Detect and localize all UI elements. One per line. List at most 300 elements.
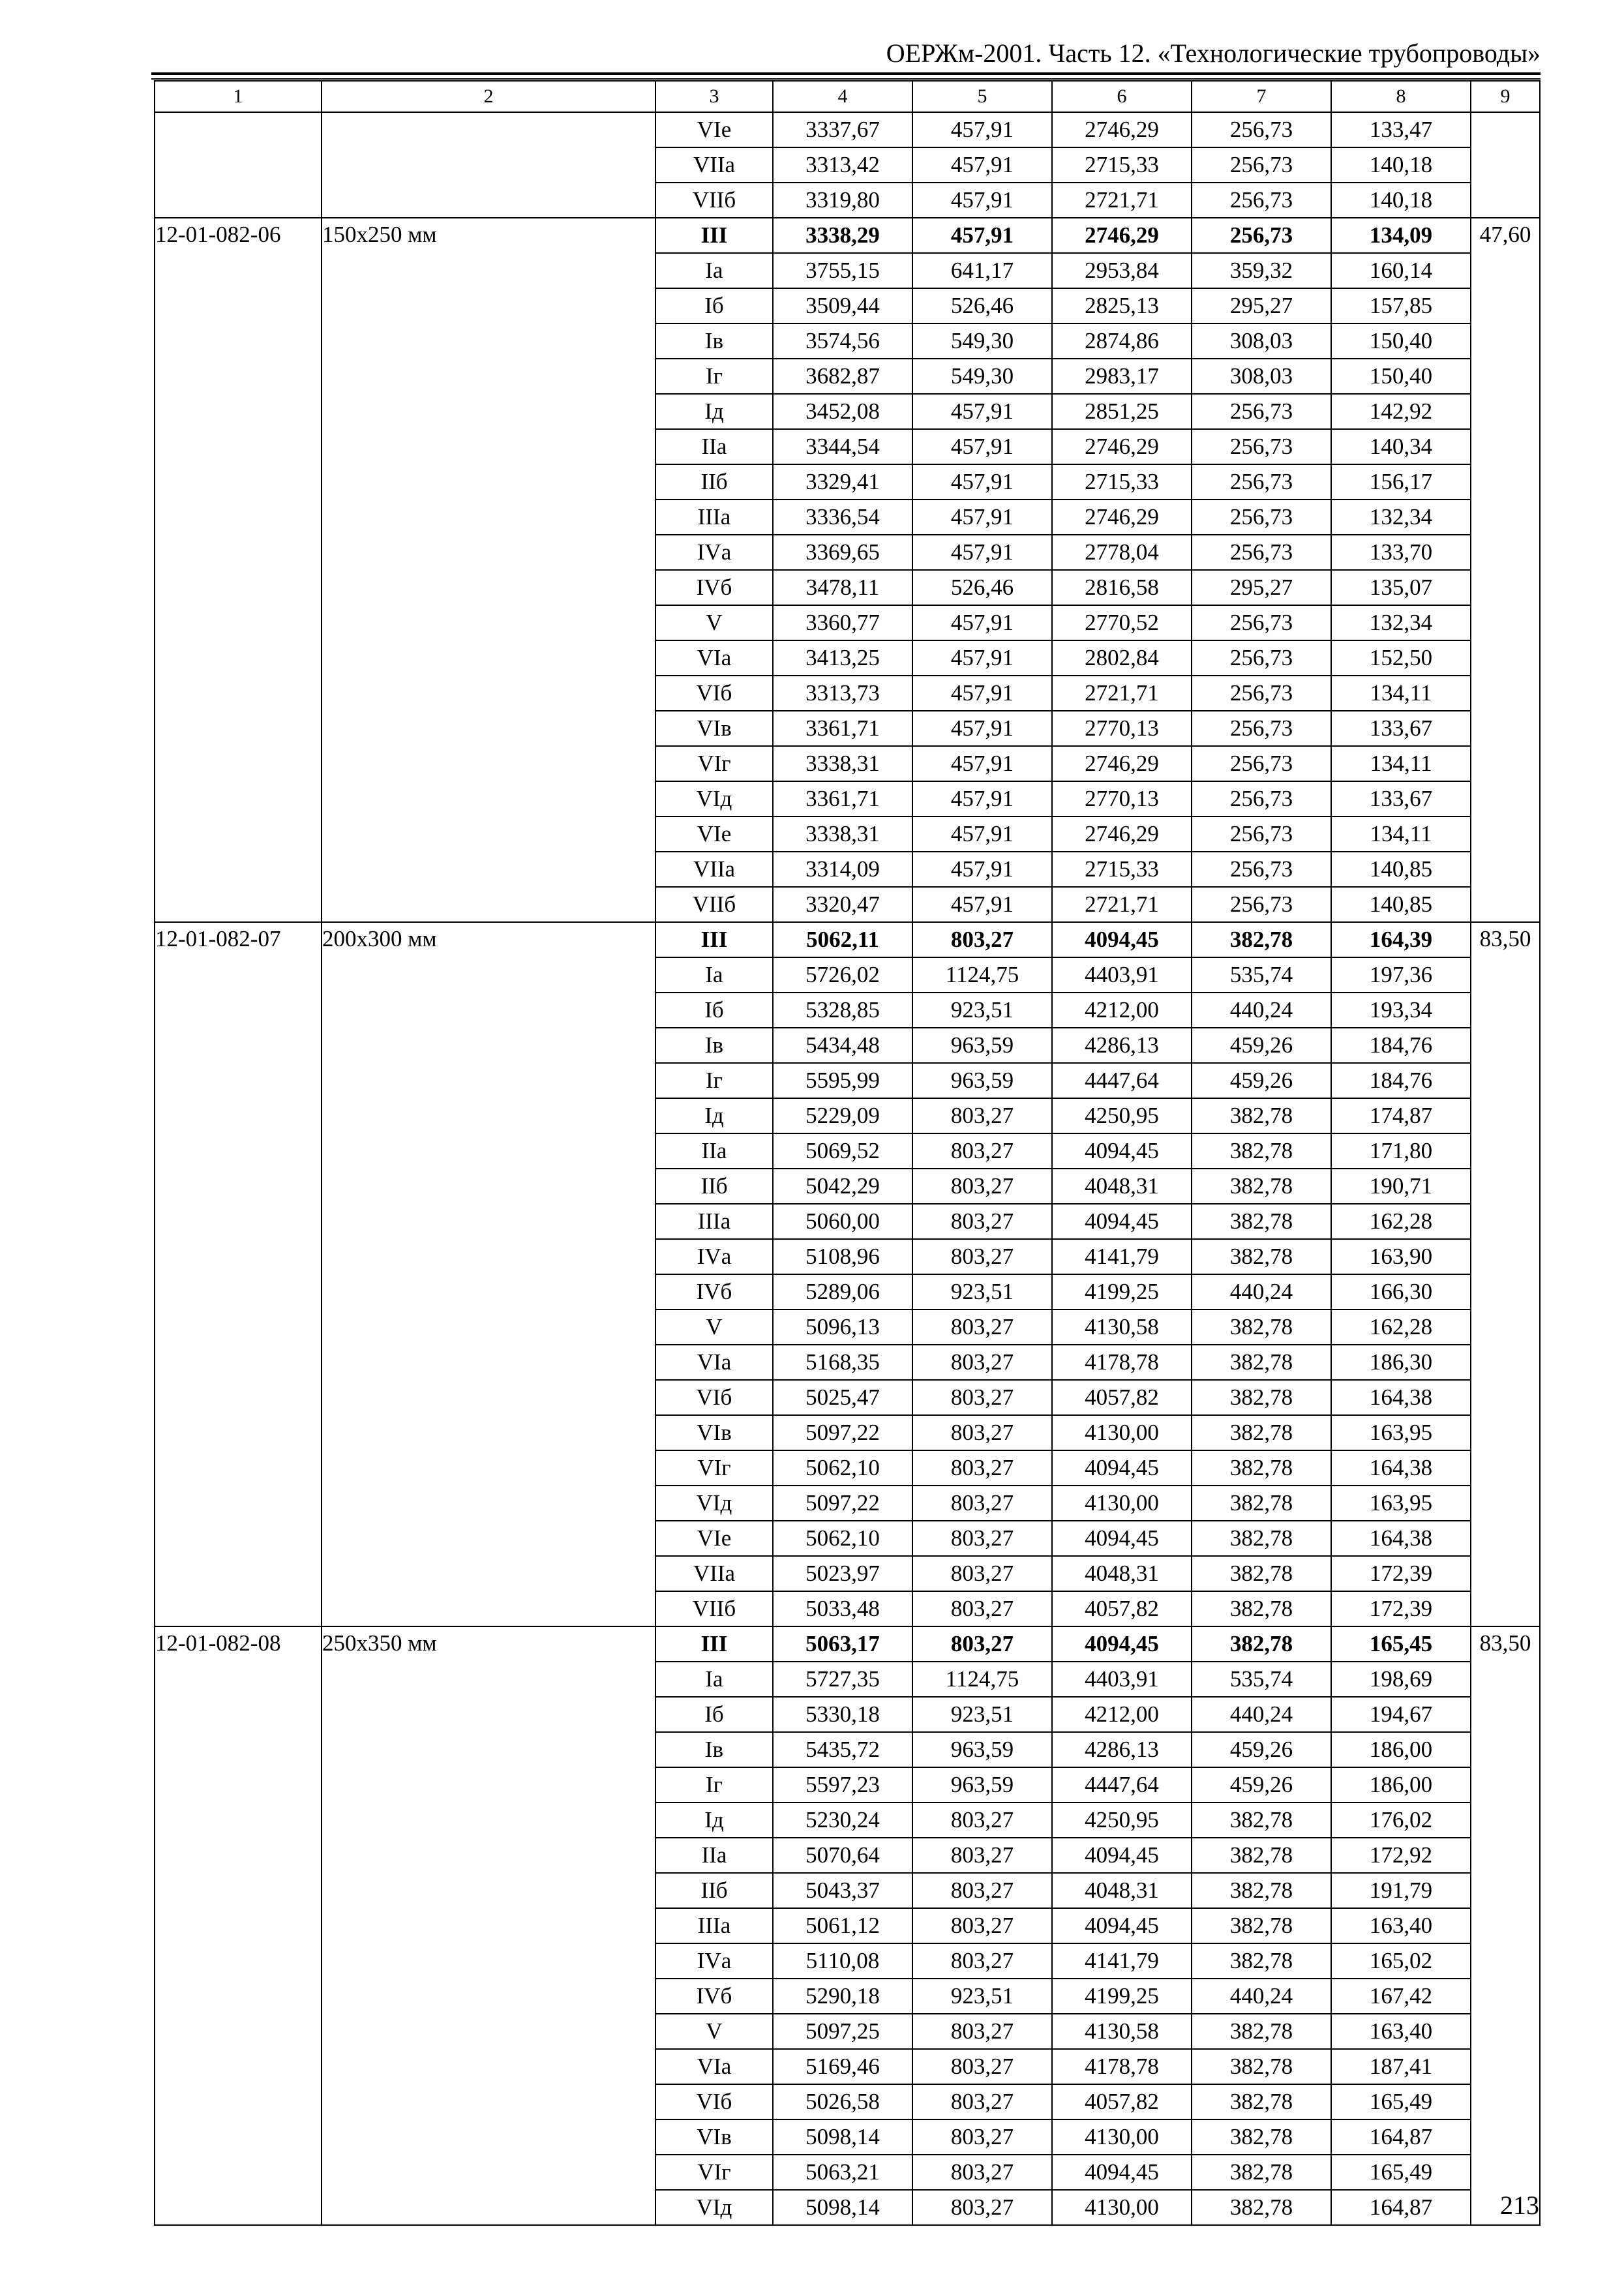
value-cell-c5: 803,27: [912, 1626, 1052, 1662]
value-cell-c7: 256,73: [1192, 816, 1331, 852]
value-cell-c4: 5062,11: [773, 922, 912, 957]
value-cell-c6: 4141,79: [1052, 1943, 1192, 1979]
class-cell: VIе: [655, 816, 773, 852]
value-cell-c5: 803,27: [912, 1803, 1052, 1838]
value-cell-c5: 803,27: [912, 1908, 1052, 1943]
value-cell-c4: 3509,44: [773, 288, 912, 323]
value-cell-c7: 256,73: [1192, 605, 1331, 640]
value-cell-c4: 3329,41: [773, 464, 912, 500]
value-cell-c7: 256,73: [1192, 781, 1331, 816]
class-cell: IIб: [655, 1873, 773, 1908]
value-cell-c7: 382,78: [1192, 2084, 1331, 2119]
value-cell-c5: 803,27: [912, 1486, 1052, 1521]
class-cell: VIIа: [655, 852, 773, 887]
value-cell-c7: 382,78: [1192, 1380, 1331, 1415]
class-cell: Iб: [655, 1697, 773, 1732]
value-cell-c7: 382,78: [1192, 1415, 1331, 1450]
value-cell-c4: 5435,72: [773, 1732, 912, 1767]
value-cell-c6: 2816,58: [1052, 570, 1192, 605]
value-cell-c5: 457,91: [912, 605, 1052, 640]
value-cell-c8: 164,87: [1331, 2119, 1471, 2155]
value-cell-c8: 194,67: [1331, 1697, 1471, 1732]
value-cell-c7: 256,73: [1192, 852, 1331, 887]
value-cell-c8: 186,00: [1331, 1767, 1471, 1803]
value-cell-c5: 923,51: [912, 993, 1052, 1028]
value-cell-c8: 193,34: [1331, 993, 1471, 1028]
class-cell: VIIа: [655, 147, 773, 183]
value-cell-c4: 5043,37: [773, 1873, 912, 1908]
value-cell-c7: 459,26: [1192, 1028, 1331, 1063]
value-cell-c4: 5060,00: [773, 1204, 912, 1239]
value-cell-c5: 803,27: [912, 1450, 1052, 1486]
value-cell-c7: 256,73: [1192, 394, 1331, 429]
value-cell-c8: 163,90: [1331, 1239, 1471, 1274]
value-cell-c8: 164,38: [1331, 1521, 1471, 1556]
value-cell-c6: 4094,45: [1052, 1133, 1192, 1169]
value-cell-c4: 5726,02: [773, 957, 912, 993]
value-cell-c6: 2778,04: [1052, 535, 1192, 570]
column-9-value: [1471, 112, 1540, 218]
value-cell-c6: 2721,71: [1052, 676, 1192, 711]
value-cell-c6: 4286,13: [1052, 1028, 1192, 1063]
value-cell-c7: 382,78: [1192, 1169, 1331, 1204]
value-cell-c6: 4286,13: [1052, 1732, 1192, 1767]
value-cell-c5: 457,91: [912, 218, 1052, 253]
class-cell: Iг: [655, 1063, 773, 1098]
value-cell-c8: 156,17: [1331, 464, 1471, 500]
value-cell-c4: 5110,08: [773, 1943, 912, 1979]
value-cell-c7: 382,78: [1192, 1908, 1331, 1943]
class-cell: Iд: [655, 394, 773, 429]
value-cell-c7: 440,24: [1192, 1979, 1331, 2014]
header-rule-thin: [151, 78, 1541, 80]
value-cell-c5: 803,27: [912, 2084, 1052, 2119]
value-cell-c8: 157,85: [1331, 288, 1471, 323]
value-cell-c5: 963,59: [912, 1767, 1052, 1803]
value-cell-c5: 803,27: [912, 1556, 1052, 1591]
value-cell-c8: 134,11: [1331, 676, 1471, 711]
value-cell-c7: 459,26: [1192, 1767, 1331, 1803]
value-cell-c8: 160,14: [1331, 253, 1471, 288]
class-cell: IIIа: [655, 1204, 773, 1239]
class-cell: VIб: [655, 2084, 773, 2119]
value-cell-c4: 5042,29: [773, 1169, 912, 1204]
value-cell-c6: 2715,33: [1052, 464, 1192, 500]
value-cell-c7: 256,73: [1192, 429, 1331, 464]
class-cell: IIIа: [655, 1908, 773, 1943]
value-cell-c4: 5328,85: [773, 993, 912, 1028]
value-cell-c8: 164,87: [1331, 2190, 1471, 2225]
value-cell-c8: 134,11: [1331, 746, 1471, 781]
value-cell-c4: 5098,14: [773, 2190, 912, 2225]
value-cell-c5: 457,91: [912, 112, 1052, 147]
class-cell: VIIб: [655, 887, 773, 922]
value-cell-c6: 2746,29: [1052, 500, 1192, 535]
value-cell-c5: 457,91: [912, 887, 1052, 922]
value-cell-c6: 2770,52: [1052, 605, 1192, 640]
value-cell-c6: 4094,45: [1052, 1521, 1192, 1556]
value-cell-c4: 5097,22: [773, 1486, 912, 1521]
class-cell: V: [655, 605, 773, 640]
value-cell-c5: 457,91: [912, 781, 1052, 816]
value-cell-c4: 3413,25: [773, 640, 912, 676]
class-cell: IVб: [655, 1274, 773, 1309]
value-cell-c5: 803,27: [912, 1345, 1052, 1380]
value-cell-c4: 5169,46: [773, 2049, 912, 2084]
value-cell-c8: 164,39: [1331, 922, 1471, 957]
value-cell-c7: 535,74: [1192, 1662, 1331, 1697]
header-rule: [151, 72, 1541, 75]
class-cell: VIд: [655, 1486, 773, 1521]
value-cell-c7: 256,73: [1192, 640, 1331, 676]
class-cell: IVа: [655, 1239, 773, 1274]
value-cell-c4: 3338,31: [773, 816, 912, 852]
value-cell-c6: 4094,45: [1052, 922, 1192, 957]
value-cell-c7: 308,03: [1192, 359, 1331, 394]
class-cell: VIб: [655, 676, 773, 711]
class-cell: VIа: [655, 640, 773, 676]
value-cell-c8: 191,79: [1331, 1873, 1471, 1908]
value-cell-c4: 5026,58: [773, 2084, 912, 2119]
value-cell-c4: 5061,12: [773, 1908, 912, 1943]
class-cell: III: [655, 218, 773, 253]
value-cell-c6: 4094,45: [1052, 2155, 1192, 2190]
value-cell-c5: 526,46: [912, 288, 1052, 323]
value-cell-c6: 4447,64: [1052, 1063, 1192, 1098]
value-cell-c6: 4403,91: [1052, 1662, 1192, 1697]
rate-code: 12-01-082-07: [155, 922, 322, 1626]
class-cell: VIе: [655, 1521, 773, 1556]
value-cell-c5: 641,17: [912, 253, 1052, 288]
class-cell: Iв: [655, 323, 773, 359]
value-cell-c7: 382,78: [1192, 2190, 1331, 2225]
value-cell-c8: 174,87: [1331, 1098, 1471, 1133]
value-cell-c6: 4130,00: [1052, 1415, 1192, 1450]
running-header: ОЕРЖм-2001. Часть 12. «Технологические трубопроводы»: [886, 38, 1541, 68]
value-cell-c7: 382,78: [1192, 2014, 1331, 2049]
value-cell-c6: 4178,78: [1052, 2049, 1192, 2084]
value-cell-c8: 134,11: [1331, 816, 1471, 852]
class-cell: VIа: [655, 1345, 773, 1380]
value-cell-c8: 167,42: [1331, 1979, 1471, 2014]
value-cell-c8: 142,92: [1331, 394, 1471, 429]
value-cell-c5: 457,91: [912, 464, 1052, 500]
class-cell: IVа: [655, 1943, 773, 1979]
value-cell-c6: 4250,95: [1052, 1803, 1192, 1838]
value-cell-c4: 5290,18: [773, 1979, 912, 2014]
value-cell-c6: 4403,91: [1052, 957, 1192, 993]
value-cell-c6: 4057,82: [1052, 1591, 1192, 1626]
value-cell-c4: 3338,29: [773, 218, 912, 253]
item-name: 250х350 мм: [322, 1626, 655, 2225]
class-cell: VIг: [655, 1450, 773, 1486]
table-row: [155, 112, 1540, 147]
value-cell-c6: 4094,45: [1052, 1838, 1192, 1873]
value-cell-c6: 4212,00: [1052, 993, 1192, 1028]
value-cell-c4: 3755,15: [773, 253, 912, 288]
value-cell-c5: 963,59: [912, 1028, 1052, 1063]
value-cell-c7: 256,73: [1192, 464, 1331, 500]
value-cell-c6: 2825,13: [1052, 288, 1192, 323]
class-cell: Iб: [655, 993, 773, 1028]
class-cell: Iд: [655, 1098, 773, 1133]
value-cell-c6: 2746,29: [1052, 746, 1192, 781]
class-cell: IVб: [655, 1979, 773, 2014]
value-cell-c4: 5096,13: [773, 1309, 912, 1345]
value-cell-c4: 5063,21: [773, 2155, 912, 2190]
value-cell-c6: 2715,33: [1052, 852, 1192, 887]
value-cell-c6: 4130,58: [1052, 2014, 1192, 2049]
value-cell-c8: 140,18: [1331, 147, 1471, 183]
value-cell-c8: 162,28: [1331, 1309, 1471, 1345]
value-cell-c4: 5025,47: [773, 1380, 912, 1415]
value-cell-c4: 5289,06: [773, 1274, 912, 1309]
value-cell-c5: 803,27: [912, 2014, 1052, 2049]
value-cell-c6: 4130,58: [1052, 1309, 1192, 1345]
value-cell-c5: 923,51: [912, 1274, 1052, 1309]
value-cell-c5: 803,27: [912, 1133, 1052, 1169]
value-cell-c5: 457,91: [912, 852, 1052, 887]
value-cell-c7: 256,73: [1192, 887, 1331, 922]
class-cell: Iг: [655, 359, 773, 394]
value-cell-c8: 140,85: [1331, 852, 1471, 887]
value-cell-c5: 803,27: [912, 1098, 1052, 1133]
value-cell-c4: 5595,99: [773, 1063, 912, 1098]
value-cell-c4: 3361,71: [773, 711, 912, 746]
value-cell-c8: 186,30: [1331, 1345, 1471, 1380]
value-cell-c5: 803,27: [912, 2155, 1052, 2190]
class-cell: Iа: [655, 1662, 773, 1697]
value-cell-c5: 457,91: [912, 429, 1052, 464]
class-cell: Iв: [655, 1732, 773, 1767]
page-number: 213: [1500, 2191, 1539, 2220]
value-cell-c7: 382,78: [1192, 1450, 1331, 1486]
value-cell-c7: 382,78: [1192, 1943, 1331, 1979]
value-cell-c4: 3314,09: [773, 852, 912, 887]
class-cell: VIг: [655, 746, 773, 781]
value-cell-c7: 535,74: [1192, 957, 1331, 993]
value-cell-c4: 3360,77: [773, 605, 912, 640]
value-cell-c6: 4447,64: [1052, 1767, 1192, 1803]
value-cell-c5: 803,27: [912, 2049, 1052, 2084]
class-cell: III: [655, 922, 773, 957]
value-cell-c6: 2983,17: [1052, 359, 1192, 394]
value-cell-c6: 4094,45: [1052, 1204, 1192, 1239]
value-cell-c6: 4094,45: [1052, 1626, 1192, 1662]
value-cell-c8: 163,95: [1331, 1486, 1471, 1521]
value-cell-c4: 5230,24: [773, 1803, 912, 1838]
value-cell-c5: 457,91: [912, 500, 1052, 535]
value-cell-c5: 803,27: [912, 1309, 1052, 1345]
value-cell-c8: 133,47: [1331, 112, 1471, 147]
value-cell-c5: 457,91: [912, 640, 1052, 676]
value-cell-c6: 2851,25: [1052, 394, 1192, 429]
value-cell-c4: 5070,64: [773, 1838, 912, 1873]
value-cell-c8: 171,80: [1331, 1133, 1471, 1169]
value-cell-c7: 382,78: [1192, 1239, 1331, 1274]
value-cell-c7: 459,26: [1192, 1063, 1331, 1098]
value-cell-c7: 382,78: [1192, 2155, 1331, 2190]
class-cell: IIб: [655, 464, 773, 500]
value-cell-c5: 803,27: [912, 1591, 1052, 1626]
value-cell-c6: 4057,82: [1052, 1380, 1192, 1415]
value-cell-c8: 140,18: [1331, 183, 1471, 218]
value-cell-c6: 4212,00: [1052, 1697, 1192, 1732]
value-cell-c7: 382,78: [1192, 1133, 1331, 1169]
class-cell: IVб: [655, 570, 773, 605]
value-cell-c5: 803,27: [912, 1380, 1052, 1415]
class-cell: IIб: [655, 1169, 773, 1204]
value-cell-c7: 382,78: [1192, 1098, 1331, 1133]
value-cell-c6: 4048,31: [1052, 1873, 1192, 1908]
value-cell-c7: 382,78: [1192, 2049, 1331, 2084]
value-cell-c4: 3361,71: [773, 781, 912, 816]
value-cell-c8: 184,76: [1331, 1028, 1471, 1063]
class-cell: Iа: [655, 957, 773, 993]
value-cell-c5: 803,27: [912, 1169, 1052, 1204]
value-cell-c7: 382,78: [1192, 1309, 1331, 1345]
class-cell: V: [655, 1309, 773, 1345]
value-cell-c8: 135,07: [1331, 570, 1471, 605]
value-cell-c6: 4048,31: [1052, 1556, 1192, 1591]
table-row: [155, 922, 1540, 957]
value-cell-c5: 963,59: [912, 1063, 1052, 1098]
value-cell-c5: 549,30: [912, 323, 1052, 359]
value-cell-c7: 382,78: [1192, 1486, 1331, 1521]
value-cell-c6: 4094,45: [1052, 1908, 1192, 1943]
column-number-row: [155, 81, 1540, 112]
value-cell-c7: 382,78: [1192, 1204, 1331, 1239]
value-cell-c4: 5727,35: [773, 1662, 912, 1697]
table-row: [155, 1626, 1540, 1662]
value-cell-c7: 382,78: [1192, 2119, 1331, 2155]
value-cell-c4: 3344,54: [773, 429, 912, 464]
value-cell-c7: 256,73: [1192, 183, 1331, 218]
class-cell: IIа: [655, 429, 773, 464]
item-name: [322, 112, 655, 218]
rate-code: [155, 112, 322, 218]
class-cell: III: [655, 1626, 773, 1662]
value-cell-c6: 2746,29: [1052, 218, 1192, 253]
value-cell-c5: 803,27: [912, 2119, 1052, 2155]
value-cell-c7: 382,78: [1192, 1556, 1331, 1591]
value-cell-c8: 164,38: [1331, 1450, 1471, 1486]
class-cell: VIIа: [655, 1556, 773, 1591]
class-cell: IVа: [655, 535, 773, 570]
class-cell: VIIб: [655, 183, 773, 218]
column-9-value: 47,60: [1471, 218, 1540, 922]
class-cell: V: [655, 2014, 773, 2049]
value-cell-c8: 134,09: [1331, 218, 1471, 253]
class-cell: VIе: [655, 112, 773, 147]
value-cell-c8: 133,67: [1331, 781, 1471, 816]
class-cell: IIIа: [655, 500, 773, 535]
value-cell-c5: 457,91: [912, 394, 1052, 429]
value-cell-c7: 382,78: [1192, 922, 1331, 957]
value-cell-c6: 2802,84: [1052, 640, 1192, 676]
class-cell: Iд: [655, 1803, 773, 1838]
class-cell: VIа: [655, 2049, 773, 2084]
value-cell-c4: 5062,10: [773, 1521, 912, 1556]
value-cell-c8: 163,40: [1331, 1908, 1471, 1943]
value-cell-c7: 382,78: [1192, 1345, 1331, 1380]
value-cell-c5: 803,27: [912, 2190, 1052, 2225]
value-cell-c8: 150,40: [1331, 323, 1471, 359]
value-cell-c7: 382,78: [1192, 1591, 1331, 1626]
value-cell-c7: 308,03: [1192, 323, 1331, 359]
value-cell-c4: 5063,17: [773, 1626, 912, 1662]
value-cell-c7: 440,24: [1192, 1697, 1331, 1732]
value-cell-c8: 163,95: [1331, 1415, 1471, 1450]
class-cell: VIд: [655, 781, 773, 816]
value-cell-c4: 5062,10: [773, 1450, 912, 1486]
value-cell-c4: 5069,52: [773, 1133, 912, 1169]
value-cell-c6: 4199,25: [1052, 1979, 1192, 2014]
value-cell-c4: 5330,18: [773, 1697, 912, 1732]
class-cell: VIв: [655, 1415, 773, 1450]
value-cell-c4: 3313,42: [773, 147, 912, 183]
value-cell-c8: 163,40: [1331, 2014, 1471, 2049]
column-9-value: 83,50: [1471, 922, 1540, 1626]
value-cell-c5: 923,51: [912, 1697, 1052, 1732]
value-cell-c5: 803,27: [912, 1838, 1052, 1873]
value-cell-c8: 187,41: [1331, 2049, 1471, 2084]
class-cell: Iб: [655, 288, 773, 323]
value-cell-c8: 165,49: [1331, 2155, 1471, 2190]
value-cell-c4: 3338,31: [773, 746, 912, 781]
class-cell: Iв: [655, 1028, 773, 1063]
value-cell-c5: 1124,75: [912, 1662, 1052, 1697]
value-cell-c4: 5097,22: [773, 1415, 912, 1450]
value-cell-c8: 165,49: [1331, 2084, 1471, 2119]
value-cell-c6: 2953,84: [1052, 253, 1192, 288]
rate-code: 12-01-082-06: [155, 218, 322, 922]
column-number: 9: [1471, 81, 1540, 112]
value-cell-c6: 4130,00: [1052, 1486, 1192, 1521]
value-cell-c8: 165,45: [1331, 1626, 1471, 1662]
value-cell-c5: 803,27: [912, 1239, 1052, 1274]
value-cell-c6: 4057,82: [1052, 2084, 1192, 2119]
value-cell-c6: 4250,95: [1052, 1098, 1192, 1133]
value-cell-c5: 457,91: [912, 746, 1052, 781]
value-cell-c6: 2770,13: [1052, 711, 1192, 746]
value-cell-c7: 256,73: [1192, 746, 1331, 781]
value-cell-c8: 140,34: [1331, 429, 1471, 464]
value-cell-c8: 132,34: [1331, 500, 1471, 535]
value-cell-c6: 2746,29: [1052, 429, 1192, 464]
value-cell-c7: 440,24: [1192, 993, 1331, 1028]
value-cell-c4: 5033,48: [773, 1591, 912, 1626]
value-cell-c7: 382,78: [1192, 1803, 1331, 1838]
value-cell-c6: 4130,00: [1052, 2190, 1192, 2225]
value-cell-c7: 382,78: [1192, 1521, 1331, 1556]
value-cell-c8: 166,30: [1331, 1274, 1471, 1309]
value-cell-c7: 256,73: [1192, 112, 1331, 147]
value-cell-c5: 923,51: [912, 1979, 1052, 2014]
value-cell-c8: 162,28: [1331, 1204, 1471, 1239]
value-cell-c7: 256,73: [1192, 535, 1331, 570]
value-cell-c6: 2746,29: [1052, 816, 1192, 852]
value-cell-c6: 4130,00: [1052, 2119, 1192, 2155]
value-cell-c8: 186,00: [1331, 1732, 1471, 1767]
class-cell: IIа: [655, 1133, 773, 1169]
column-number: 5: [912, 81, 1052, 112]
value-cell-c5: 803,27: [912, 922, 1052, 957]
value-cell-c4: 5097,25: [773, 2014, 912, 2049]
value-cell-c5: 526,46: [912, 570, 1052, 605]
table-row: [155, 218, 1540, 253]
value-cell-c6: 4199,25: [1052, 1274, 1192, 1309]
